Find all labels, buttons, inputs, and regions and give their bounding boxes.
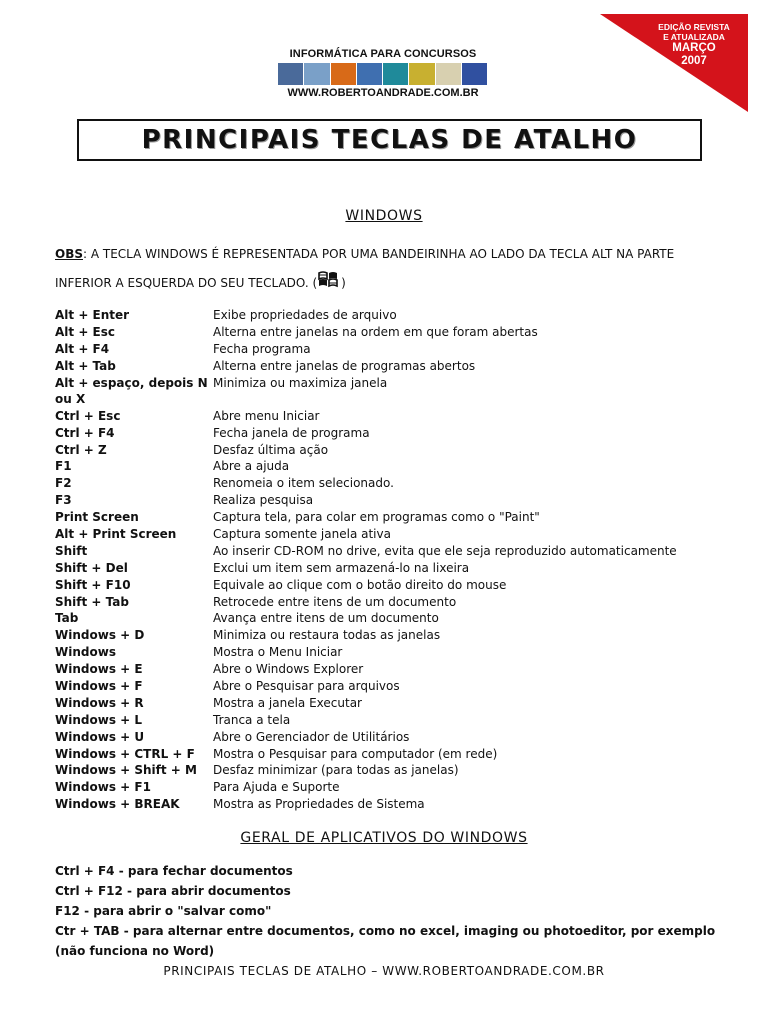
shortcut-row (55, 475, 745, 492)
windows-section-heading: WINDOWS (345, 208, 423, 224)
shortcut-description: Captura tela, para colar em programas como o "Paint" (213, 510, 540, 525)
shortcut-row (55, 779, 745, 796)
obs-text-line-1: : A TECLA WINDOWS É REPRESENTADA POR UMA BANDEIRINHA AO LADO DA TECLA ALT NA PARTE (83, 247, 675, 261)
obs-text-line-2: INFERIOR A ESQUERDA DO SEU TECLADO. ( (55, 276, 318, 290)
edition-ribbon (600, 14, 748, 112)
shortcut-key: Windows + E (55, 662, 143, 677)
shortcut-key: Alt + F4 (55, 341, 110, 356)
shortcut-description: Ao inserir CD-ROM no drive, evita que ele seja reproduzido automaticamente (213, 543, 677, 558)
shortcut-row (55, 307, 745, 324)
shortcut-description: Mostra o Pesquisar para computador (em rede) (213, 746, 498, 761)
shortcut-description: Captura somente janela ativa (213, 526, 391, 541)
shortcut-key: Shift + Del (55, 560, 128, 575)
shortcut-row (55, 610, 745, 627)
shortcut-description: Abre o Gerenciador de Utilitários (213, 729, 410, 744)
shortcut-row (55, 796, 745, 813)
shortcut-key: Windows + F1 (55, 780, 151, 795)
windows-flag-icon (317, 268, 341, 300)
shortcut-row (55, 458, 745, 475)
obs-note (55, 240, 725, 300)
shortcut-key: Alt + Enter (55, 308, 130, 322)
shortcut-key: F3 (55, 493, 72, 508)
shortcut-description: Equivale ao clique com o botão direito do mouse (213, 577, 507, 592)
shortcut-row (55, 324, 745, 341)
banner-image-tile (436, 63, 462, 85)
shortcut-key: Ctrl + F4 (55, 425, 115, 440)
shortcut-key: Windows + D (55, 628, 145, 643)
shortcut-row (55, 341, 745, 358)
shortcut-key: Windows + U (55, 729, 145, 744)
shortcut-description: Tranca a tela (213, 712, 291, 727)
document-title-box (77, 119, 702, 161)
general-shortcut-line: Ctrl + F4 - para fechar documentos (55, 864, 293, 878)
shortcut-description: Abre menu Iniciar (213, 408, 320, 423)
shortcut-row (55, 762, 745, 779)
edition-month: MARÇO (672, 42, 716, 54)
shortcut-key: Shift (55, 543, 88, 558)
shortcut-description: Exibe propriedades de arquivo (213, 308, 397, 322)
banner-url: WWW.ROBERTOANDRADE.COM.BR (287, 87, 479, 99)
shortcut-key: Alt + espaço, depois N ou X (55, 375, 208, 407)
shortcut-description: Alterna entre janelas na ordem em que foram abertas (213, 324, 538, 339)
shortcut-row (55, 526, 745, 543)
shortcut-key: Windows + CTRL + F (55, 746, 195, 761)
shortcut-row (55, 712, 745, 729)
edition-line-1: EDIÇÃO REVISTA (658, 22, 730, 32)
shortcut-key: F2 (55, 476, 72, 491)
shortcut-key: Ctrl + Esc (55, 408, 121, 423)
page-footer: PRINCIPAIS TECLAS DE ATALHO – WWW.ROBERTOANDRADE.COM.BR (163, 964, 605, 978)
document-title: PRINCIPAIS TECLAS DE ATALHO (141, 125, 638, 155)
shortcut-key: Print Screen (55, 510, 139, 525)
shortcut-row (55, 375, 745, 408)
banner-image-tile (462, 63, 488, 85)
banner-image-tile (357, 63, 383, 85)
banner-image-tile (304, 63, 330, 85)
obs-text-line-3: ) (341, 276, 346, 290)
shortcut-row (55, 729, 745, 746)
shortcut-row (55, 627, 745, 644)
shortcut-row (55, 543, 745, 560)
general-shortcut-list (55, 861, 745, 961)
shortcut-description: Fecha janela de programa (213, 425, 370, 440)
shortcut-description: Alterna entre janelas de programas abertos (213, 358, 476, 373)
shortcut-row (55, 509, 745, 526)
shortcut-row (55, 358, 745, 375)
shortcut-description: Fecha programa (213, 341, 311, 356)
shortcut-description: Renomeia o item selecionado. (213, 476, 394, 491)
banner-title: INFORMÁTICA PARA CONCURSOS (289, 48, 477, 60)
shortcut-key: Ctrl + Z (55, 442, 107, 457)
shortcut-row (55, 746, 745, 763)
shortcut-description: Avança entre itens de um documento (213, 611, 439, 626)
shortcut-description: Retrocede entre itens de um documento (213, 594, 457, 609)
general-shortcut-line: (não funciona no Word) (55, 944, 215, 958)
shortcut-description: Minimiza ou maximiza janela (213, 375, 388, 390)
shortcut-table (55, 307, 745, 813)
shortcut-row (55, 594, 745, 611)
shortcut-description: Desfaz última ação (213, 442, 329, 457)
shortcut-row (55, 661, 745, 678)
shortcut-row (55, 492, 745, 509)
edition-year: 2007 (681, 55, 707, 67)
shortcut-key: Alt + Esc (55, 324, 115, 339)
general-section-heading: GERAL DE APLICATIVOS DO WINDOWS (240, 830, 528, 846)
shortcut-key: Shift + F10 (55, 577, 131, 592)
banner-image-strip (278, 63, 488, 85)
shortcut-row (55, 442, 745, 459)
shortcut-row (55, 644, 745, 661)
shortcut-key: Windows + R (55, 695, 144, 710)
edition-line-2: E ATUALIZADA (663, 32, 725, 42)
shortcut-key: F1 (55, 459, 72, 474)
general-shortcut-line: Ctrl + F12 - para abrir documentos (55, 884, 291, 898)
shortcut-row (55, 577, 745, 594)
shortcut-description: Mostra o Menu Iniciar (213, 645, 343, 660)
shortcut-description: Realiza pesquisa (213, 493, 314, 508)
shortcut-key: Windows + F (55, 679, 143, 693)
banner-image-tile (278, 63, 304, 85)
shortcut-description: Abre a ajuda (213, 459, 290, 474)
shortcut-row (55, 408, 745, 425)
general-shortcut-line: Ctr + TAB - para alternar entre documentos, como no excel, imaging ou photoeditor, por exemplo (55, 924, 716, 938)
shortcut-row (55, 695, 745, 712)
banner-image-tile (383, 63, 409, 85)
shortcut-row (55, 425, 745, 442)
shortcut-description: Desfaz minimizar (para todas as janelas) (213, 763, 459, 778)
shortcut-key: Alt + Print Screen (55, 526, 177, 541)
shortcut-description: Exclui um item sem armazená-lo na lixeira (213, 560, 470, 575)
shortcut-row (55, 560, 745, 577)
shortcut-key: Alt + Tab (55, 358, 116, 373)
shortcut-description: Para Ajuda e Suporte (213, 780, 340, 795)
shortcut-key: Shift + Tab (55, 594, 129, 609)
shortcut-description: Mostra a janela Executar (213, 695, 362, 710)
shortcut-key: Windows + BREAK (55, 797, 180, 812)
shortcut-description: Abre o Pesquisar para arquivos (213, 679, 400, 693)
shortcut-key: Windows + Shift + M (55, 763, 197, 778)
shortcut-description: Minimiza ou restaura todas as janelas (213, 628, 441, 643)
shortcut-key: Tab (55, 611, 79, 626)
shortcut-key: Windows + L (55, 712, 143, 727)
obs-label: OBS (55, 247, 83, 261)
shortcut-description: Mostra as Propriedades de Sistema (213, 797, 425, 812)
shortcut-row (55, 678, 745, 695)
banner-image-tile (331, 63, 357, 85)
banner-image-tile (409, 63, 435, 85)
shortcut-description: Abre o Windows Explorer (213, 662, 364, 677)
edition-text (644, 22, 744, 68)
general-shortcut-line: F12 - para abrir o "salvar como" (55, 904, 272, 918)
shortcut-key: Windows (55, 645, 116, 660)
